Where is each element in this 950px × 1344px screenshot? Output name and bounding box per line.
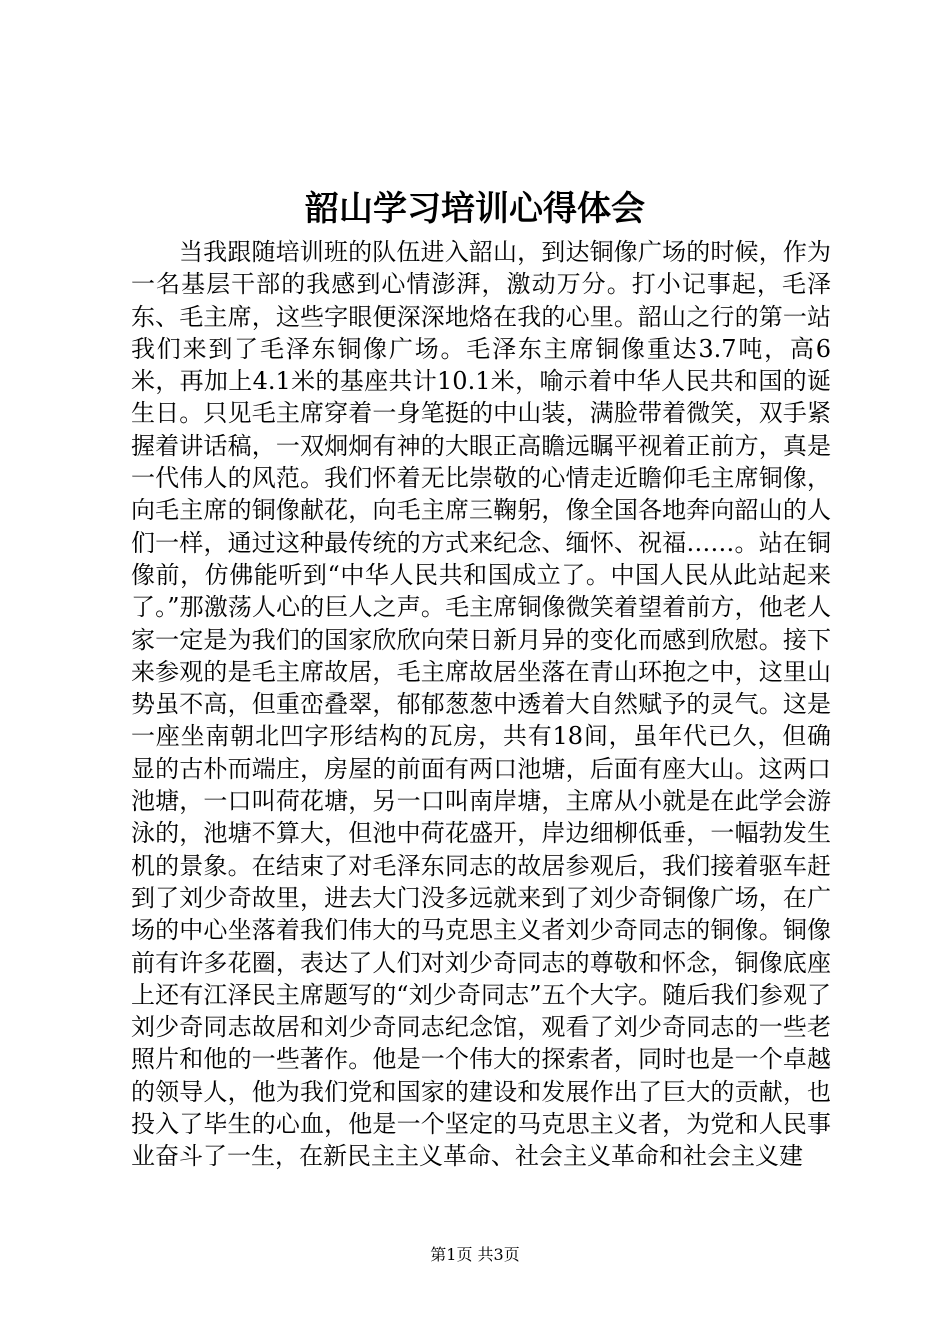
- body-paragraph: 当我跟随培训班的队伍进入韶山，到达铜像广场的时候，作为一名基层干部的我感到心情澎湃，激动万分。打小记事起，毛泽东、毛主席，这些字眼便深深地烙在我的心里。韶山之行的第一站我们来到了毛泽东铜像广场。毛泽东主席铜像重达3.7吨，高6米，再加上4.1米的基座共计10.1米，喻示着中华人民共和国的诞生日。只见毛主席穿着一身笔挺的中山装，满脸带着微笑，双手紧握着讲话稿，一双炯炯有神的大眼正高瞻远瞩平视着正前方，真是一代伟人的风范。我们怀着无比崇敬的心情走近瞻仰毛主席铜像，向毛主席的铜像献花，向毛主席三鞠躬，像全国各地奔向韶山的人们一样，通过这种最传统的方式来纪念、缅怀、祝福……。站在铜像前，仿佛能听到“中华人民共和国成立了。中国人民从此站起来了。”那激荡人心的巨人之声。毛主席铜像微笑着望着前方，他老人家一定是为我们的国家欣欣向荣日新月异的变化而感到欣慰。接下来参观的是毛主席故居，毛主席故居坐落在青山环抱之中，这里山势虽不高，但重峦叠翠，郁郁葱葱中透着大自然赋予的灵气。这是一座坐南朝北凹字形结构的瓦房，共有18间，虽年代已久，但确显的古朴而端庄，房屋的前面有两口池塘，后面有座大山。这两口池塘，一口叫荷花塘，另一口叫南岸塘，主席从小就是在此学会游泳的，池塘不算大，但池中荷花盛开，岸边细柳低垂，一幅勃发生机的景象。在结束了对毛泽东同志的故居参观后，我们接着驱车赶到了刘少奇故里，进去大门没多远就来到了刘少奇铜像广场，在广场的中心坐落着我们伟大的马克思主义者刘少奇同志的铜像。铜像前有许多花圈，表达了人们对刘少奇同志的尊敬和怀念，铜像底座上还有江泽民主席题写的“刘少奇同志”五个大字。随后我们参观了刘少奇同志故居和刘少奇同志纪念馆，观看了刘少奇同志的一些老照片和他的一些著作。他是一个伟大的探索者，同时也是一个卓越的领导人，他为我们党和国家的建设和发展作出了巨大的贡献，也投入了毕生的心血，他是一个坚定的马克思主义者，为党和人民事业奋斗了一生，在新民主主义革命、社会主义革命和社会主义建: [131, 238, 831, 1171]
- page-number-footer: 第1页 共3页: [430, 1245, 520, 1264]
- document-title: 韶山学习培训心得体会: [305, 189, 645, 229]
